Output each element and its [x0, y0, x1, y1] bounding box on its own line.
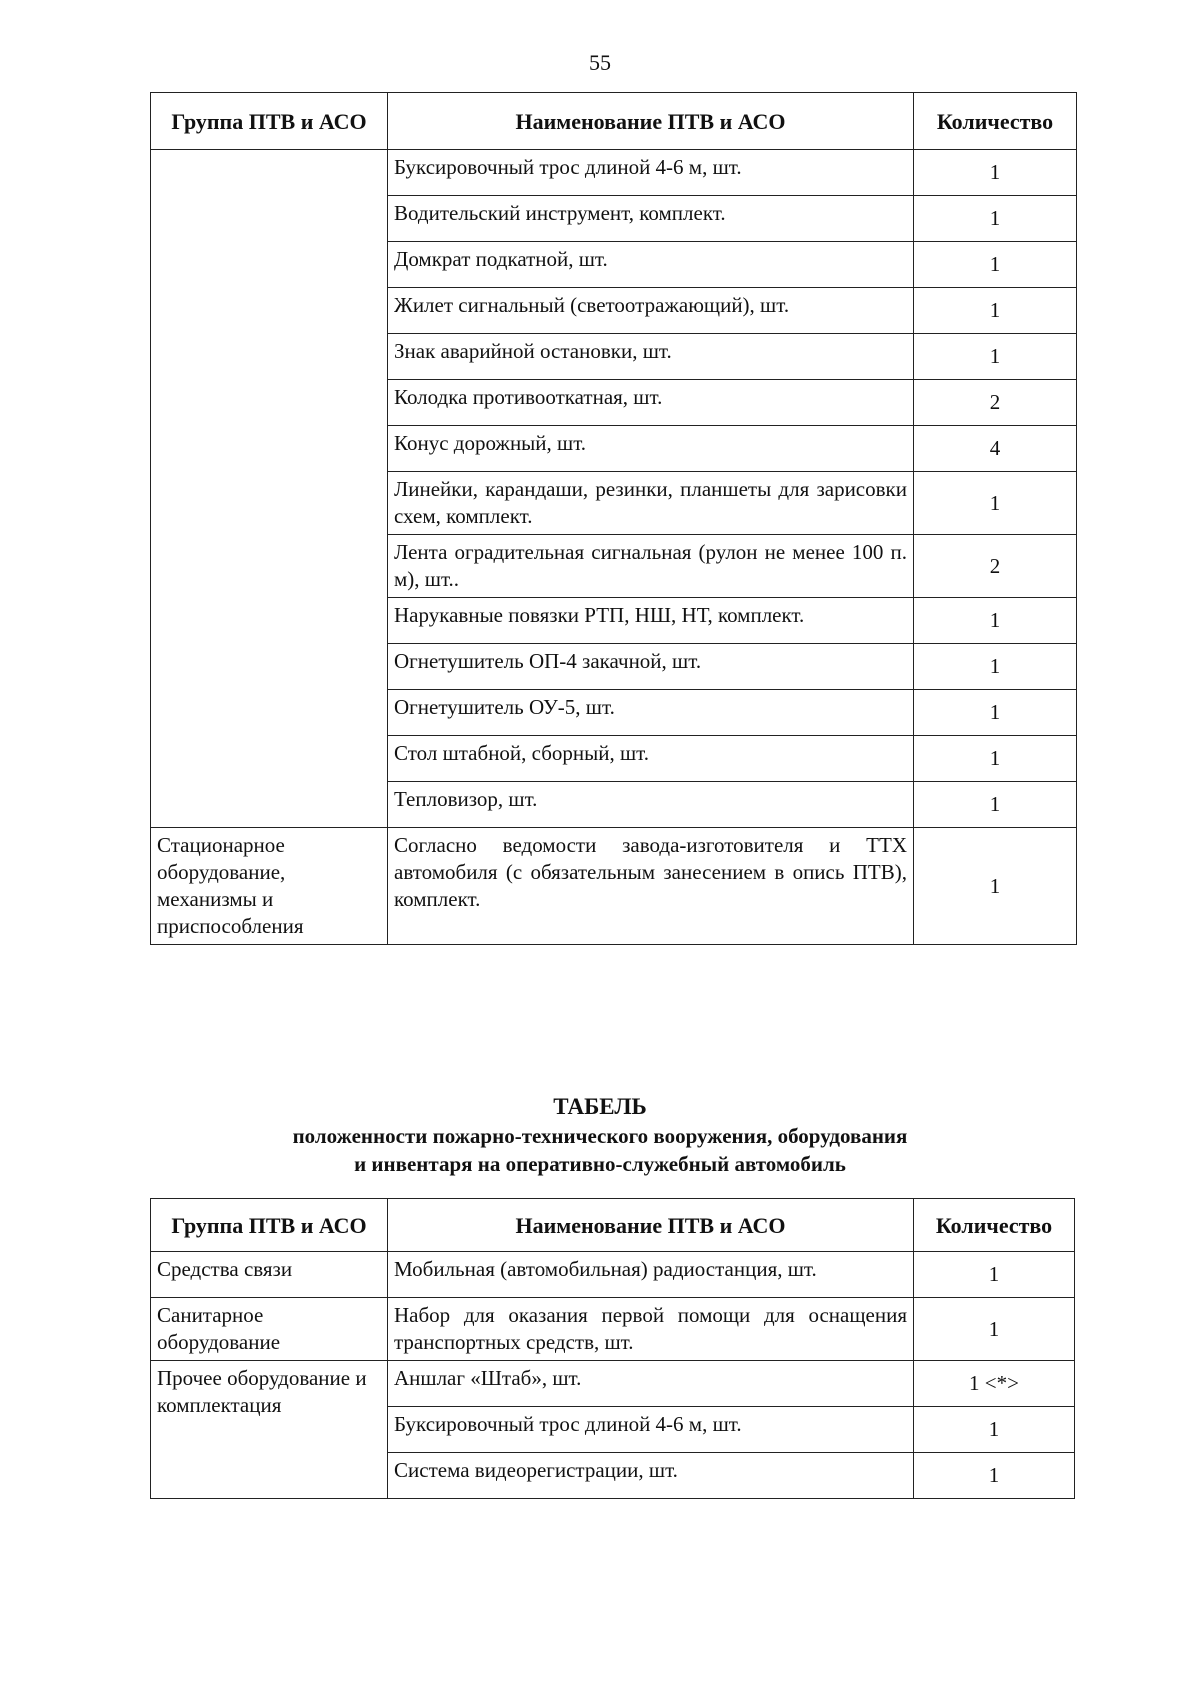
item-name-cell: Набор для оказания первой помощи для оснащения транспортных средств, шт.: [388, 1298, 914, 1361]
item-name-cell: Домкрат подкатной, шт.: [388, 242, 914, 288]
quantity-cell: 1: [914, 334, 1077, 380]
tabel-subtitle-line2: и инвентаря на оперативно-служебный автомобиль: [354, 1152, 846, 1176]
quantity-cell: 1: [914, 1252, 1075, 1298]
tabel-subtitle-line1: положенности пожарно-технического вооружения, оборудования: [292, 1124, 908, 1148]
item-name-cell: Водительский инструмент, комплект.: [388, 196, 914, 242]
quantity-cell: 1: [914, 782, 1077, 828]
item-name-cell: Буксировочный трос длиной 4-6 м, шт.: [388, 1407, 914, 1453]
table-row: [151, 1252, 1075, 1298]
item-name-cell: Огнетушитель ОП-4 закачной, шт.: [388, 644, 914, 690]
item-name-cell: Система видеорегистрации, шт.: [388, 1453, 914, 1499]
column-header-qty: Количество: [914, 93, 1077, 150]
item-name-cell: Буксировочный трос длиной 4-6 м, шт.: [388, 150, 914, 196]
quantity-cell: 1: [914, 196, 1077, 242]
group-cell: Прочее оборудование и комплектация: [151, 1361, 388, 1499]
item-name-cell: Знак аварийной остановки, шт.: [388, 334, 914, 380]
quantity-cell: 1: [914, 242, 1077, 288]
group-cell: Санитарное оборудование: [151, 1298, 388, 1361]
tabel-heading: [0, 1092, 1200, 1178]
quantity-cell: 1: [914, 1407, 1075, 1453]
tabel-title: ТАБЕЛЬ: [553, 1094, 647, 1119]
column-header-name: Наименование ПТВ и АСО: [388, 1199, 914, 1252]
page-number: 55: [589, 50, 611, 75]
column-header-qty: Количество: [914, 1199, 1075, 1252]
group-cell: Средства связи: [151, 1252, 388, 1298]
item-name-cell: Нарукавные повязки РТП, НШ, НТ, комплект.: [388, 598, 914, 644]
quantity-cell: 1: [914, 736, 1077, 782]
column-header-name: Наименование ПТВ и АСО: [388, 93, 914, 150]
item-name-cell: Жилет сигнальный (светоотражающий), шт.: [388, 288, 914, 334]
table-row: [151, 150, 1077, 196]
quantity-cell: 1: [914, 288, 1077, 334]
quantity-cell: 1: [914, 472, 1077, 535]
item-name-cell: Конус дорожный, шт.: [388, 426, 914, 472]
quantity-cell: 2: [914, 380, 1077, 426]
group-cell: [151, 150, 388, 828]
quantity-cell: 1: [914, 598, 1077, 644]
vehicle-table-body: [151, 1252, 1075, 1499]
column-header-group: Группа ПТВ и АСО: [151, 1199, 388, 1252]
quantity-cell: 1: [914, 690, 1077, 736]
quantity-cell: 1: [914, 1453, 1075, 1499]
quantity-cell: 2: [914, 535, 1077, 598]
quantity-cell: 4: [914, 426, 1077, 472]
group-cell: Стационарное оборудование, механизмы и приспособления: [151, 828, 388, 945]
equipment-table-body: [151, 150, 1077, 945]
equipment-table-continued: [150, 92, 1077, 945]
column-header-group: Группа ПТВ и АСО: [151, 93, 388, 150]
item-name-cell: Стол штабной, сборный, шт.: [388, 736, 914, 782]
table-row: [151, 1361, 1075, 1407]
item-name-cell: Мобильная (автомобильная) радиостанция, шт.: [388, 1252, 914, 1298]
quantity-cell: 1: [914, 644, 1077, 690]
item-name-cell: Линейки, карандаши, резинки, планшеты для зарисовки схем, комплект.: [388, 472, 914, 535]
item-name-cell: Тепловизор, шт.: [388, 782, 914, 828]
table-row: [151, 828, 1077, 945]
table-row: [151, 1298, 1075, 1361]
item-name-cell: Колодка противооткатная, шт.: [388, 380, 914, 426]
item-name-cell: Лента оградительная сигнальная (рулон не менее 100 п. м), шт..: [388, 535, 914, 598]
quantity-cell: 1: [914, 150, 1077, 196]
vehicle-equipment-table: [150, 1198, 1075, 1499]
quantity-cell: 1 <*>: [914, 1361, 1075, 1407]
quantity-cell: 1: [914, 1298, 1075, 1361]
item-name-cell: Аншлаг «Штаб», шт.: [388, 1361, 914, 1407]
quantity-cell: 1: [914, 828, 1077, 945]
item-name-cell: Согласно ведомости завода-изготовителя и ТТХ автомобиля (с обязательным занесением в опись ПТВ), комплект.: [388, 828, 914, 945]
item-name-cell: Огнетушитель ОУ-5, шт.: [388, 690, 914, 736]
